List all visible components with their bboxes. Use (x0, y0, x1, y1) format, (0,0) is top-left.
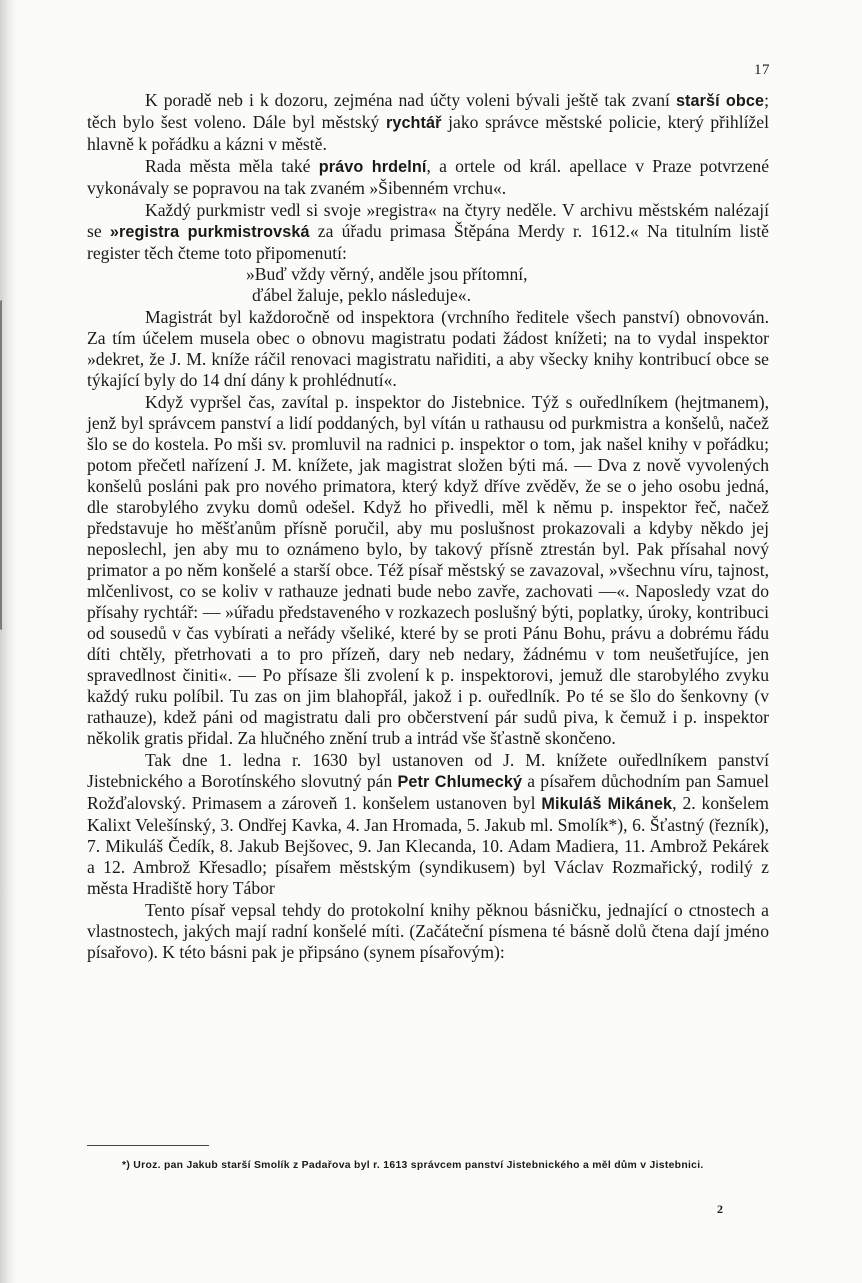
paragraph (87, 392, 769, 749)
text-run: , 2. konšelem Kalixt Velešínský, 3. Ondřej Kavka, 4. Jan Hromada, 5. Jakub ml. Smolík*), 6. Šťastný (řezník), 7. Mikuláš Čedík, 8. Jakub Bejšovec, 9. Jan Klecanda, 10. Adam Madiera, 11. Ambrož Pekárek a 12. Ambrož Křesadlo; písařem městským (syndikusem) byl Václav Rozmařický, rodilý z města Hradiště hory Tábor (87, 793, 769, 898)
book-spine-shadow (0, 0, 16, 1283)
text-run: a písařem důchodním pan Samuel Rožďalovský. Primasem a zároveň 1. konšelem ustanoven byl (87, 771, 769, 813)
text-run: za úřadu primasa Štěpána Merdy r. 1612.« Na titulním listě register těch čteme toto připomenutí: (87, 221, 769, 263)
text-run: Tento písař vepsal tehdy do protokolní knihy pěknou básničku, jednající o ctnostech a vlastnostech, jakých mají radní konšelé míti. (Začáteční písmena té básně dolů čtena dají jméno písařovo). K této básni pak je připsáno (synem písařovým): (87, 900, 769, 962)
text-run: Každý purkmistr vedl si svoje »registra« na čtyry neděle. V archivu městském nalézají se (87, 200, 769, 241)
text-run: , a ortele od král. apellace v Praze potvrzené vykonávaly se popravou na tak zvaném »Šibenném vrchu«. (87, 156, 770, 198)
text-run: K poradě neb i k dozoru, zejména nad účty voleni bývali ještě tak zvaní (145, 90, 676, 110)
paragraph (87, 750, 769, 899)
paragraph (87, 900, 769, 963)
bold-term: právo hrdelní (318, 158, 427, 176)
page-edge-mark (0, 300, 6, 630)
paragraph (87, 200, 769, 264)
text-run: ; těch bylo šest voleno. Dále byl městský (87, 90, 769, 132)
text-run: Rada města měla také (145, 156, 319, 176)
text-run: Když vypršel čas, zavítal p. inspektor do Jistebnice. Týž s ouředlníkem (hejtmanem), jenž byl správcem panství a lidí poddaných, byl vítán u rathausu od purkmistra a konšelů, načež šlo se do kostela. Po mši sv. promluvil na radnici p. inspektor o tom, jak našel knihy v pořádku; potom přečetl nařízení J. M. knížete, jak magistrat složen býti má. — Dva z nově vyvolených konšelů posláni pak pro nového primatora, který když dříve zvěděv, že se o jeho osobu jedná, dle starobylého zvyku domů odešel. Když ho přivedli, měl k němu p. inspektor řeč, načež představuje ho měšťanům přísně poručil, aby mu poslušnost prokazovali a kdyby někdo jej neposlechl, jen aby mu to oznámeno bylo, by takový přísně ztrestán byl. Pak přísahal nový primator a po něm konšelé a starší obce. Též písař městský se zavazoval, »všechnu víru, tajnost, mlčenlivost, co se koliv v rathauze jednati bude nebo zavře, zachovati —«. Naposledy vzat do přísahy rychtář: — »úřadu představeného v rozkazech poslušný býti, poplatky, úroky, kontribuci od sousedů v čas vybírati a neřády všeliké, které by se proti Pánu Bohu, právu a dobrému řádu díti chtěly, přetrhovati a to pro přízeň, dary neb nedary, žádnému v tom neušetřujíce, jen spravedlnost činiti«. — Po přísaze šli zvolení k p. inspektorovi, jemuž dle starobylého zvyku každý ruku políbil. Tu zas on jim blahopřál, jakož i p. ouředlník. Po té se šlo do šenkovny (v rathauze), kdež páni od magistratu dali pro občerstvení pár sudů piva, k čemuž i p. inspektor několik gratis přidal. Za hlučného znění trub a intrád vše šťastně skončeno. (87, 392, 769, 748)
text-run: jako správce městské policie, který přihlížel hlavně k pořádku a kázni v městě. (87, 112, 769, 154)
paragraph (87, 156, 769, 199)
bold-term: Petr Chlumecký (397, 773, 523, 791)
body-text (87, 90, 769, 963)
footnote-divider (87, 1145, 209, 1146)
verse-line: ďábel žaluje, peklo následuje«. (252, 285, 471, 305)
paragraph (87, 90, 769, 155)
text-run: Magistrát byl každoročně od inspektora (vrchního ředitele všech panství) obnovován. Za tím účelem musela obec o obnovu magistratu podati žádost knížeti; na to vydal inspektor »dekret, že J. M. kníže ráčil renovaci magistratu nařiditi, a aby všecky knihy kontribucí obce se týkající byly do 14 dní dány k prohlédnutí«. (87, 307, 769, 390)
verse-line: »Buď vždy věrný, anděle jsou přítomní, (246, 264, 528, 284)
text-run: Tak dne 1. ledna r. 1630 byl ustanoven od J. M. knížete ouředlníkem panství Jistebnického a Borotínského slovutný pán (87, 750, 769, 791)
printer-signature-mark: 2 (717, 1202, 723, 1216)
bold-term: rychtář (385, 114, 442, 132)
bold-term: Mikuláš Mikánek (541, 795, 673, 813)
footnote: *) Uroz. pan Jakub starší Smolík z Padařova byl r. 1613 správcem panství Jistebnického a měl dům v Jistebnici. (122, 1160, 704, 1171)
paragraph (87, 307, 769, 391)
bold-term: »registra purkmistrovská (109, 223, 310, 241)
page-number: 17 (754, 62, 770, 78)
bold-term: starší obce (675, 92, 765, 110)
inscription-verse (87, 264, 769, 306)
